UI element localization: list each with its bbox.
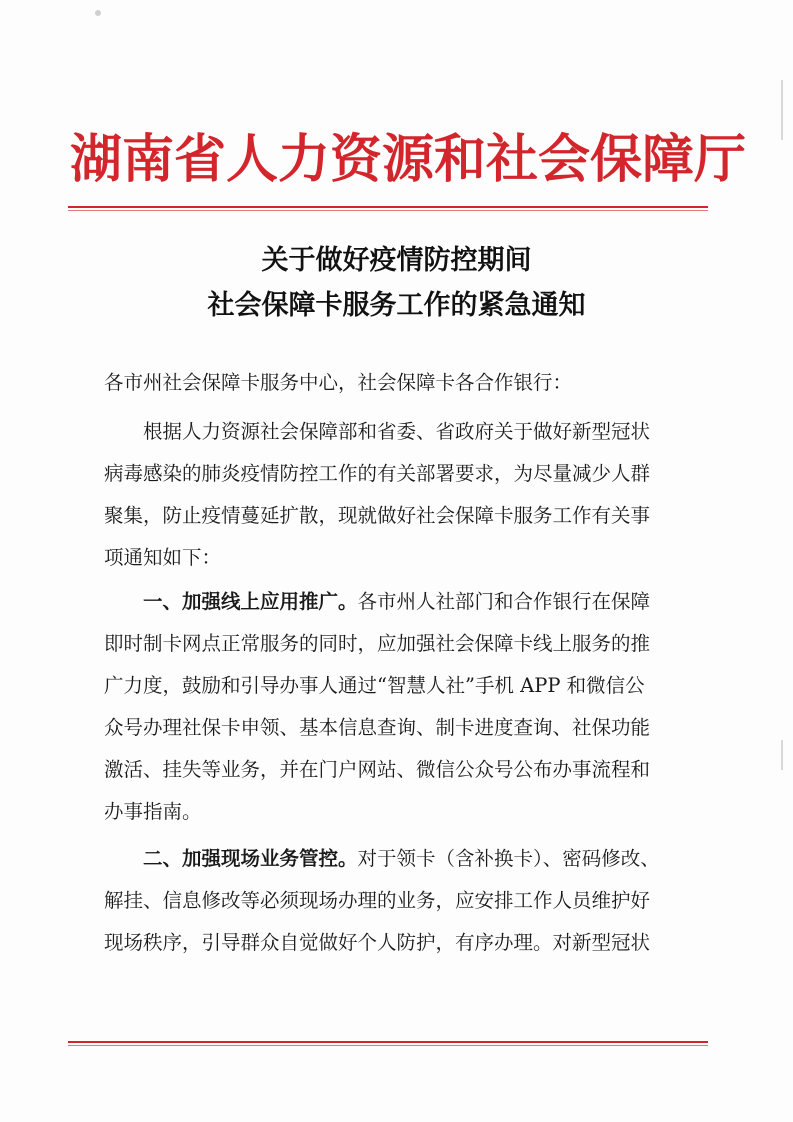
issuing-authority-title: 湖南省人力资源和社会保障厅	[70, 129, 747, 190]
section-heading-1: 一、加强线上应用推广。	[143, 590, 358, 613]
scan-edge-mark	[781, 740, 783, 770]
paragraph-line: 项通知如下：	[104, 546, 222, 569]
footer-red-rule	[68, 1041, 708, 1043]
salutation: 各市州社会保障卡服务中心，社会保障卡各合作银行：	[104, 371, 573, 394]
paragraph-line: 众号办理社保卡申领、基本信息查询、制卡进度查询、社保功能	[104, 716, 651, 739]
section-1-text: 各市州人社部门和合作银行在保障	[357, 590, 651, 613]
document-title-line-1: 关于做好疫情防控期间	[261, 245, 532, 276]
paragraph-section-1	[104, 581, 704, 833]
paragraph-line: 广力度，鼓励和引导办事人通过“智慧人社”手机 APP 和微信公	[104, 674, 645, 697]
scan-edge-mark	[781, 80, 783, 140]
scan-artifact-dot	[95, 10, 101, 16]
paragraph-line	[104, 838, 704, 880]
document-title-line-2: 社会保障卡服务工作的紧急通知	[207, 290, 586, 321]
paragraph-intro	[104, 411, 704, 579]
paragraph-section-2	[104, 838, 704, 964]
paragraph-line: 根据人力资源社会保障部和省委、省政府关于做好新型冠状	[104, 420, 651, 443]
paragraph-line: 聚集，防止疫情蔓延扩散，现就做好社会保障卡服务工作有关事	[104, 504, 651, 527]
paragraph-line: 病毒感染的肺炎疫情防控工作的有关部署要求，为尽量减少人群	[104, 462, 651, 485]
header-red-rule	[68, 206, 708, 208]
section-2-text: 对于领卡（含补换卡）、密码修改、	[357, 847, 660, 870]
header-red-rule-thin	[68, 210, 708, 211]
paragraph-line: 办事指南。	[104, 800, 202, 823]
paragraph-line: 激活、挂失等业务，并在门户网站、微信公众号公布办事流程和	[104, 758, 651, 781]
paragraph-line	[104, 581, 704, 623]
footer-red-rule-thin	[68, 1045, 708, 1046]
paragraph-line: 即时制卡网点正常服务的同时，应加强社会保障卡线上服务的推	[104, 632, 651, 655]
paragraph-line: 现场秩序，引导群众自觉做好个人防护，有序办理。对新型冠状	[104, 931, 651, 954]
paragraph-line: 解挂、信息修改等必须现场办理的业务，应安排工作人员维护好	[104, 889, 651, 912]
section-heading-2: 二、加强现场业务管控。	[143, 847, 358, 870]
